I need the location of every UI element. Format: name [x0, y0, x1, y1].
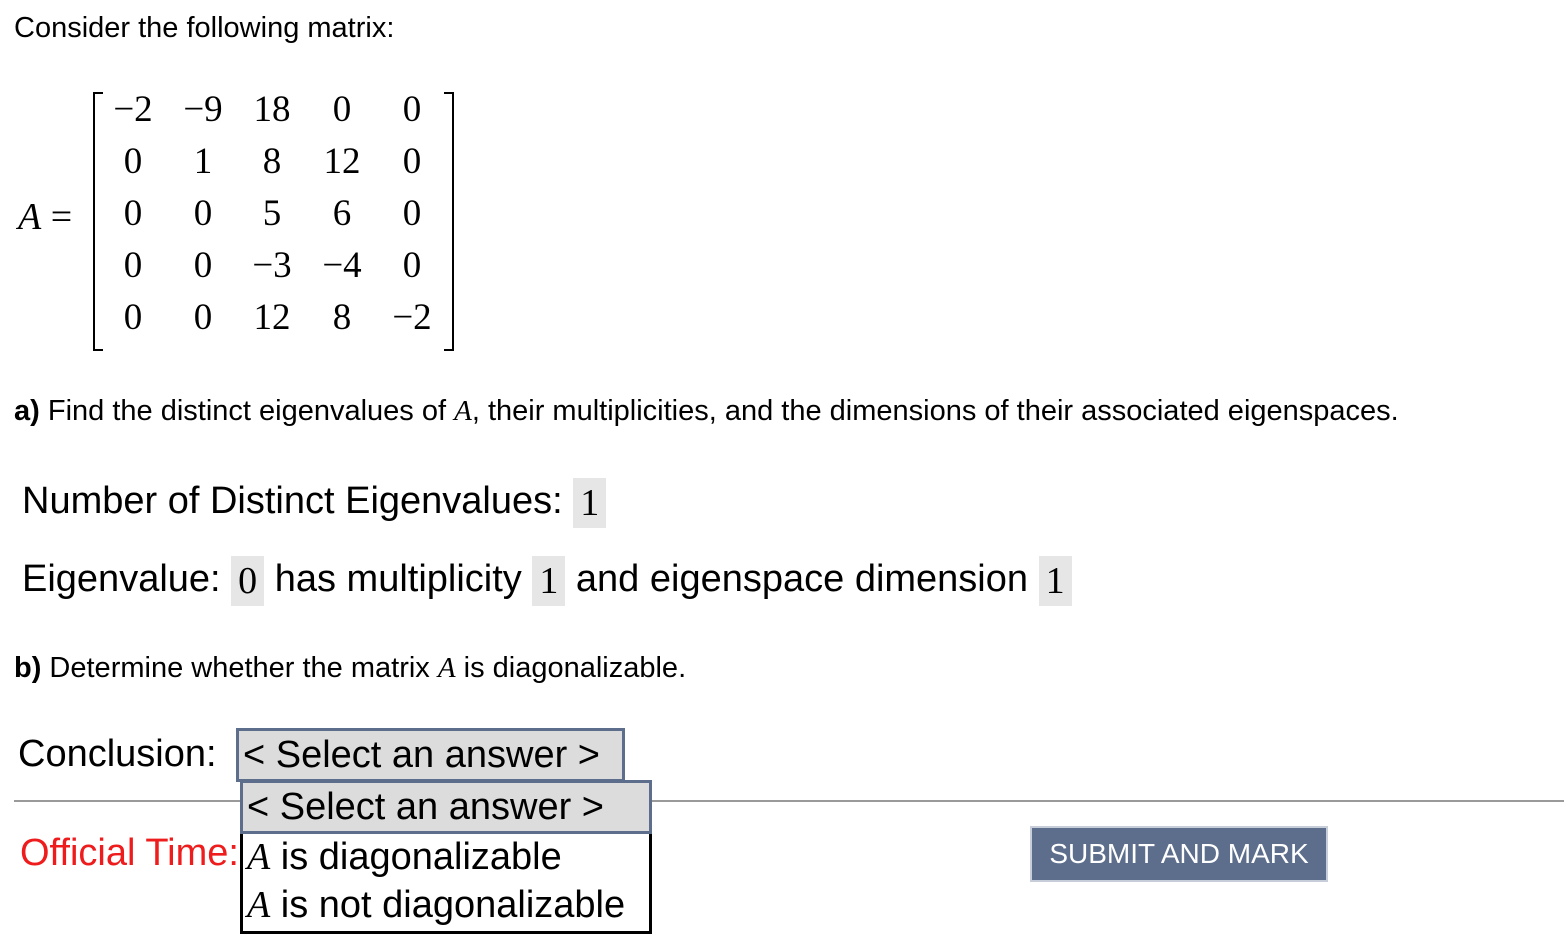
- option-text: < Select an answer >: [247, 786, 604, 828]
- conclusion-select[interactable]: < Select an answer >: [236, 728, 625, 782]
- distinct-count-answer[interactable]: 1: [573, 478, 606, 528]
- option-var: A: [247, 836, 271, 878]
- option-text: is diagonalizable: [270, 836, 562, 878]
- matrix-cell: 0: [123, 297, 143, 338]
- matrix-cell: 0: [402, 245, 422, 286]
- option-diagonalizable[interactable]: [243, 833, 649, 881]
- matrix-cell: −3: [252, 245, 292, 286]
- matrix-cell: 18: [253, 89, 291, 130]
- part-b-question: [14, 652, 686, 685]
- part-b-prefix: b): [14, 652, 42, 684]
- matrix-cell: 12: [253, 297, 291, 338]
- option-text: is not diagonalizable: [270, 884, 626, 926]
- part-a-prefix: a): [14, 395, 40, 427]
- matrix-cell: 8: [262, 141, 282, 182]
- matrix-cell: 6: [332, 193, 352, 234]
- conclusion-label: Conclusion:: [18, 733, 217, 775]
- submit-and-mark-button[interactable]: SUBMIT AND MARK: [1030, 826, 1328, 882]
- matrix-cell: −2: [392, 297, 432, 338]
- matrix-cell: −4: [322, 245, 362, 286]
- matrix-cell: 0: [402, 141, 422, 182]
- matrix-cell: −9: [183, 89, 223, 130]
- intro-text: Consider the following matrix:: [14, 12, 395, 44]
- matrix-cell: 1: [193, 141, 213, 182]
- part-a-question: [14, 395, 1399, 428]
- matrix-var: A: [18, 196, 42, 238]
- distinct-eigenvalues-row: [22, 478, 606, 528]
- eigenvalue-row: [22, 556, 1072, 606]
- conclusion-dropdown-list: [240, 780, 652, 934]
- official-time-label: Official Time:: [20, 832, 239, 874]
- option-var: A: [247, 884, 271, 926]
- multiplicity-answer[interactable]: 1: [532, 556, 565, 606]
- multiplicity-label: has multiplicity: [264, 558, 533, 601]
- matrix-cell: 12: [323, 141, 361, 182]
- part-b-var: A: [437, 652, 456, 684]
- dimension-answer[interactable]: 1: [1039, 556, 1072, 606]
- matrix-cell: 0: [332, 89, 352, 130]
- matrix-cell: 8: [332, 297, 352, 338]
- part-b-text-after: is diagonalizable.: [455, 652, 687, 684]
- distinct-label: Number of Distinct Eigenvalues:: [22, 480, 574, 523]
- option-select-answer[interactable]: [240, 780, 652, 834]
- part-b-text-before: Determine whether the matrix: [41, 652, 438, 684]
- dimension-label: and eigenspace dimension: [565, 558, 1039, 601]
- matrix-cell: 0: [123, 141, 143, 182]
- part-a-text-before: Find the distinct eigenvalues of: [39, 395, 455, 427]
- matrix-cell: 0: [193, 297, 213, 338]
- matrix-cell: 0: [402, 89, 422, 130]
- matrix-cell: 0: [193, 193, 213, 234]
- matrix-cell: −2: [113, 89, 153, 130]
- part-a-text-after: , their multiplicities, and the dimensions of their associated eigenspaces.: [471, 395, 1399, 427]
- eigenvalue-label: Eigenvalue:: [22, 558, 232, 601]
- matrix-cell: 0: [123, 193, 143, 234]
- part-a-var: A: [454, 395, 472, 427]
- option-not-diagonalizable[interactable]: [243, 881, 649, 929]
- matrix-label: A =: [18, 196, 73, 238]
- matrix-cell: 0: [193, 245, 213, 286]
- matrix-cell: 0: [402, 193, 422, 234]
- matrix-cell: 5: [262, 193, 282, 234]
- matrix-cell: 0: [123, 245, 143, 286]
- eigenvalue-answer[interactable]: 0: [231, 556, 264, 606]
